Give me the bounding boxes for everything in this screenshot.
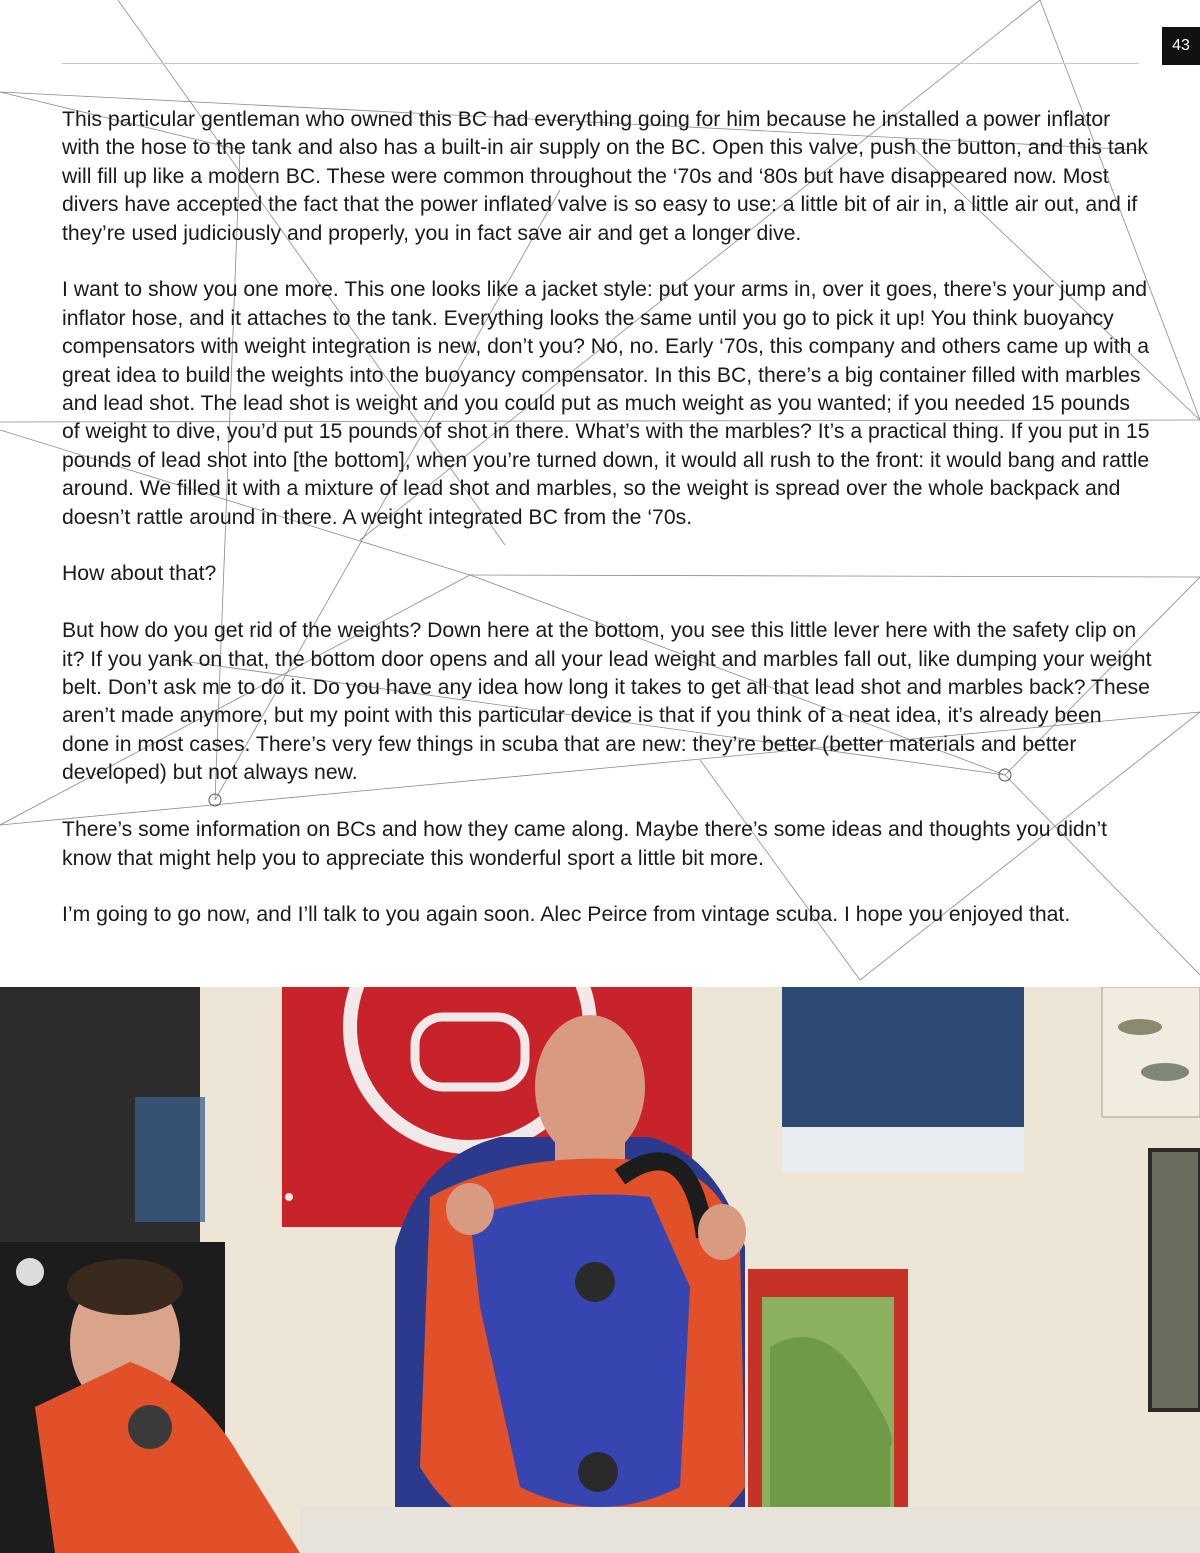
- table-surface: [300, 1507, 1200, 1553]
- paragraph: How about that?: [62, 562, 217, 586]
- paragraph: There’s some information on BCs and how they came along. Maybe there’s some ideas and thoughts you didn’t know that might help you to appreciate this wonderful sport a little bit more.: [62, 818, 1108, 870]
- article-body: [62, 106, 1152, 958]
- fish-chart: [1102, 987, 1200, 1117]
- paragraph: This particular gentleman who owned this BC had everything going for him because he installed a power inflator with the hose to the tank and also has a built-in air supply on the BC. Open this valve, push the button, and this tank will fill up like a modern BC. These were common throughout the ‘70s and ‘80s but have disappeared now. Most divers have accepted the fact that the power inflated valve is so easy to use: a little bit of air in, a little air out, and if they’re used judiciously and properly, you in fact save air and get a longer dive.: [62, 108, 1148, 245]
- page-number: 43: [1162, 27, 1200, 65]
- header-rule: [62, 63, 1139, 64]
- paragraph: I want to show you one more. This one looks like a jacket style: put your arms in, over it goes, there’s your jump and inflator hose, and it attaches to the tank. Everything looks the same until you go to pick it up! You think buoyancy compensators with weight integration is new, don’t you? No, no. Early ‘70s, this company and others came up with a great idea to build the weights into the buoyancy compensator. In this BC, there’s a big container filled with marbles and lead shot. The lead shot is weight and you could put as much weight as you wanted; if you needed 15 pounds of weight to dive, you’d put 15 pounds of shot in there. What’s with the marbles? It’s a practical thing. If you put in 15 pounds of lead shot into [the bottom], when you’re turned down, it would all rush to the front: it would bang and rattle around. We filled it with a mixture of lead shot and marbles, so the weight is spread over the whole backpack and doesn’t rattle around in there. A weight integrated BC from the ‘70s.: [62, 278, 1150, 529]
- video-still-photo: [0, 987, 1200, 1553]
- paragraph: I’m going to go now, and I’ll talk to you again soon. Alec Peirce from vintage scuba. I hope you enjoyed that.: [62, 903, 1071, 927]
- paragraph: But how do you get rid of the weights? Down here at the bottom, you see this little lever here with the safety clip on it? If you yank on that, the bottom door opens and all your lead weight and marbles fall out, like dumping your weight belt. Don’t ask me to do it. Do you have any idea how long it takes to get all that lead shot and marbles back? These aren’t made anymore, but my point with this particular device is that if you think of a neat idea, it’s already been done in most cases. There’s very few things in scuba that are new: they’re better (better materials and better developed) but not always new.: [62, 619, 1152, 785]
